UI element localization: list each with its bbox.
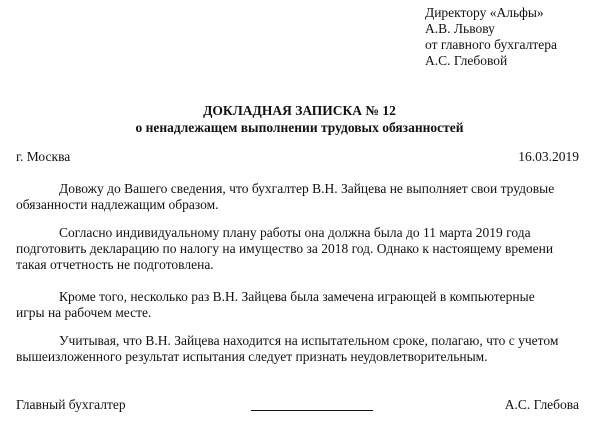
- signature-line: [251, 410, 373, 411]
- paragraph-line: Довожу до Вашего сведения, что бухгалтер В.Н. Зайцева не выполняет свои трудовые: [59, 181, 555, 196]
- addressee-line: от главного бухгалтера: [425, 37, 557, 52]
- addressee-line: А.С. Глебовой: [425, 53, 508, 68]
- addressee-line: Директору «Альфы»: [425, 5, 544, 20]
- document-place: г. Москва: [16, 149, 71, 164]
- signer-position: Главный бухгалтер: [16, 397, 126, 412]
- document-date: 16.03.2019: [518, 149, 579, 164]
- addressee-block: [425, 5, 557, 69]
- body-paragraph: [16, 225, 581, 273]
- paragraph-line: Учитывая, что В.Н. Зайцева находится на испытательном сроке, полагаю, что с учетом: [59, 333, 559, 348]
- document-subtitle: о ненадлежащем выполнении трудовых обязанностей: [135, 120, 464, 135]
- document-title: ДОКЛАДНАЯ ЗАПИСКА № 12: [203, 103, 396, 118]
- signer-name: А.С. Глебова: [504, 397, 579, 412]
- paragraph-line: такая отчетность не подготовлена.: [16, 257, 214, 272]
- paragraph-line: вышеизложенного результат испытания следует признать неудовлетворительным.: [16, 349, 488, 364]
- body-paragraph: [16, 333, 581, 365]
- body-paragraph: [16, 181, 581, 213]
- paragraph-line: Кроме того, несколько раз В.Н. Зайцева была замечена играющей в компьютерные: [59, 289, 535, 304]
- paragraph-line: подготовить декларацию по налогу на имущество за 2018 год. Однако к настоящему времени: [16, 241, 554, 256]
- paragraph-line: игры на рабочем месте.: [16, 305, 152, 320]
- addressee-line: А.В. Львову: [425, 21, 495, 36]
- paragraph-line: Согласно индивидуальному плану работы она должна была до 11 марта 2019 года: [59, 225, 531, 240]
- body-paragraph: [16, 289, 581, 321]
- paragraph-line: обязанности надлежащим образом.: [16, 197, 219, 212]
